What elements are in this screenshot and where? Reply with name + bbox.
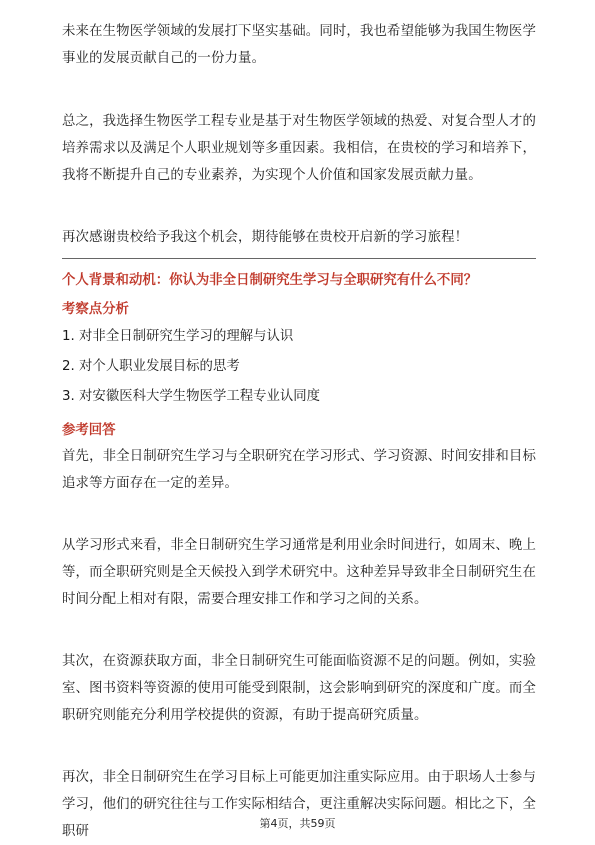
analysis-list <box>62 326 536 416</box>
page-number: 第4页，共59页 <box>259 817 336 830</box>
list-item: 1. 对非全日制研究生学习的理解与认识 <box>62 329 294 344</box>
question-heading: 个人背景和动机：你认为非全日制研究生学习与全职研究有什么不同？ <box>62 273 478 288</box>
answer-paragraph-2: 从学习形式来看，非全日制研究生学习通常是利用业余时间进行，如周末、晚上等，而全职研究则是全天候投入到学术研究中。这种差异导致非全日制研究生在时间分配上相对有限，需要合理安排工作和学习之间的关系。 <box>62 538 536 607</box>
conclusion-paragraph: 总之，我选择生物医学工程专业是基于对生物医学领域的热爱、对复合型人才的培养需求以及满足个人职业规划等多重因素。我相信，在贵校的学习和培养下，我将不断提升自己的专业素养，为实现个人价值和国家发展贡献力量。 <box>62 114 536 183</box>
intro-paragraph-1: 未来在生物医学领域的发展打下坚实基础。同时，我也希望能够为我国生物医学事业的发展贡献自己的一份力量。 <box>62 24 536 66</box>
list-item: 2. 对个人职业发展目标的思考 <box>62 359 240 374</box>
list-item: 3. 对安徽医科大学生物医学工程专业认同度 <box>62 389 321 404</box>
answer-paragraph-4: 再次，非全日制研究生在学习目标上可能更加注重实际应用。由于职场人士参与学习，他们的研究往往与工作实际相结合，更注重解决实际问题。相比之下，全职研 <box>62 770 536 839</box>
section-divider <box>62 258 536 259</box>
answer-paragraph-1: 首先，非全日制研究生学习与全职研究在学习形式、学习资源、时间安排和目标追求等方面存在一定的差异。 <box>62 449 536 491</box>
answer-paragraph-3: 其次，在资源获取方面，非全日制研究生可能面临资源不足的问题。例如，实验室、图书资料等资源的使用可能受到限制，这会影响到研究的深度和广度。而全职研究则能充分利用学校提供的资源，有助于提高研究质量。 <box>62 654 536 723</box>
answer-label: 参考回答 <box>62 423 116 438</box>
thanks-paragraph: 再次感谢贵校给予我这个机会，期待能够在贵校开启新的学习旅程！ <box>62 230 469 245</box>
analysis-label: 考察点分析 <box>62 302 129 317</box>
